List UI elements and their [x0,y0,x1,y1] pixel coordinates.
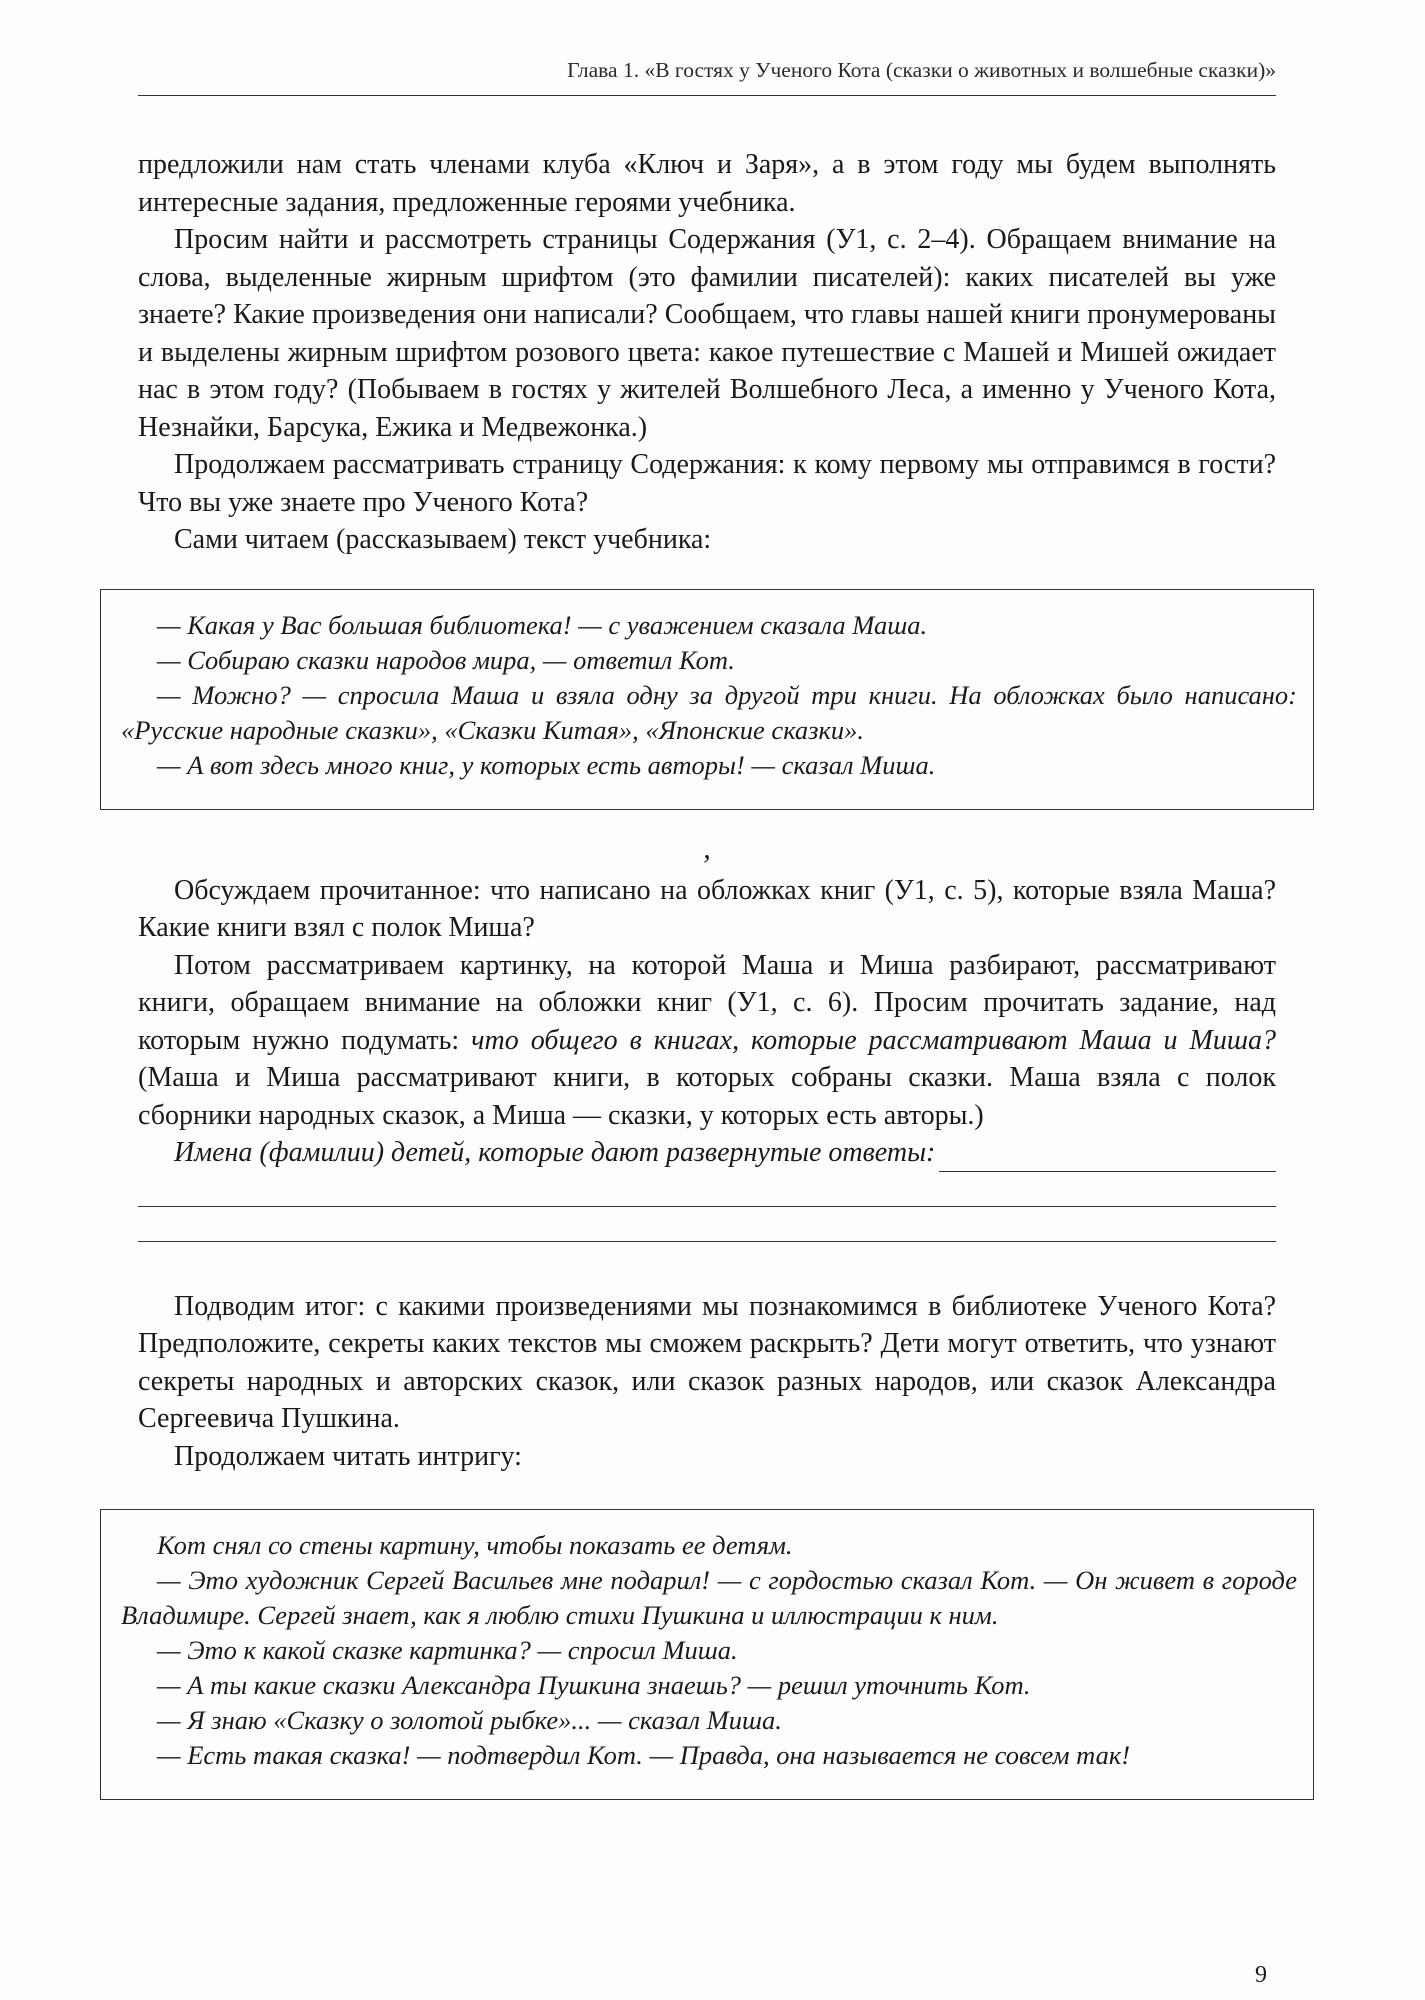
excerpt-line: — Это художник Сергей Васильев мне подарил! — с гордостью сказал Кот. — Он живет в городе Владимире. Сергей знает, как я люблю стихи Пушкина и иллюстрации к ним. [121,1565,1297,1630]
paragraph: Просим найти и рассмотреть страницы Содержания (У1, с. 2–4). Обращаем внимание на слова, выделенные жирным шрифтом (это фамилии писателей): каких писателей вы уже знаете? Какие произведения они написали? Сообщаем, что главы нашей книги пронумерованы и выделены жирным шрифтом розового цвета: какое путешествие с Машей и Мишей ожидает нас в этом году? (Побываем в гостях у жителей Волшебного Леса, а именно у Ученого Кота, Незнайки, Барсука, Ежика и Медвежонка.) [138,224,1276,443]
paragraph: Продолжаем рассматривать страницу Содержания: к кому первому мы отправимся в гости? Что вы уже знаете про Ученого Кота? [138,449,1276,518]
excerpt-line: — Я знаю «Сказку о золотой рыбке»... — сказал Миша. [157,1705,782,1735]
paragraph [138,947,1276,1135]
page [121,58,1297,1824]
excerpt-line: — А вот здесь много книг, у которых есть авторы! — сказал Миша. [157,749,936,780]
names-label: Имена (фамилии) детей, которые дают развернутые ответы: [174,1137,936,1168]
paragraph-text: Потом рассматриваем картинку, на которой Маша и Миша разбирают, рассматривают книги, обращаем внимание на обложки книг (У1, с. 6). Просим прочитать задание, над которым нужно подумать: [138,949,1276,1056]
paragraph: Продолжаем читать интригу: [174,1440,522,1472]
page-number: 9 [1255,1962,1267,1988]
excerpt-line: — Какая у Вас большая библиотека! — с уважением сказала Маша. [157,609,928,640]
story-excerpt-box [100,1509,1314,1800]
paragraph-text: (Маша и Миша рассматривают книги, в которых собраны сказки. Маша взяла с полок сборники народных сказок, а Миша — сказки, у которых есть авторы.) [138,1062,1276,1131]
excerpt-line: — Можно? — спросила Маша и взяла одну за другой три книги. На обложках было написано: «Русские народные сказки», «Сказки Китая», «Японские сказки». [121,679,1297,745]
paragraph: Подводим итог: с какими произведениями мы познакомимся в библиотеке Ученого Кота? Предположите, секреты каких текстов мы сможем раскрыть? Дети могут ответить, что узнают секреты народных и авторских сказок, или сказок разных народов, или сказок Александра Сергеевича Пушкина. [138,1290,1276,1434]
excerpt-line: Кот снял со стены картину, чтобы показать ее детям. [157,1530,793,1560]
textbook-excerpt-box [100,589,1314,810]
paragraph: Обсуждаем прочитанное: что написано на обложках книг (У1, с. 5), которые взяла Маша? Какие книги взял с полок Миша? [138,874,1276,943]
paragraph: Сами читаем (рассказываем) текст учебника: [174,524,712,555]
excerpt-line: — А ты какие сказки Александра Пушкина знаешь? — решил уточнить Кот. [157,1670,1031,1700]
answer-line[interactable] [939,1145,1276,1172]
excerpt-line: — Это к какой сказке картинка? — спросил Миша. [157,1635,738,1665]
excerpt-line: — Есть такая сказка! — подтвердил Кот. — Правда, она называется не совсем так! [157,1740,1131,1770]
stray-mark: , [703,831,711,865]
answer-line[interactable] [138,1172,1276,1207]
running-header: Глава 1. «В гостях у Ученого Кота (сказки о животных и волшебные сказки)» [138,58,1276,96]
names-answer-row [138,1134,1276,1172]
answer-line[interactable] [138,1207,1276,1242]
task-question: что общего в книгах, которые рассматривают Маша и Миша? [471,1024,1276,1056]
paragraph: предложили нам стать членами клуба «Ключ и Заря», а в этом году мы будем выполнять интересные задания, предложенные героями учебника. [138,149,1276,218]
excerpt-line: — Собираю сказки народов мира, — ответил Кот. [157,644,735,675]
